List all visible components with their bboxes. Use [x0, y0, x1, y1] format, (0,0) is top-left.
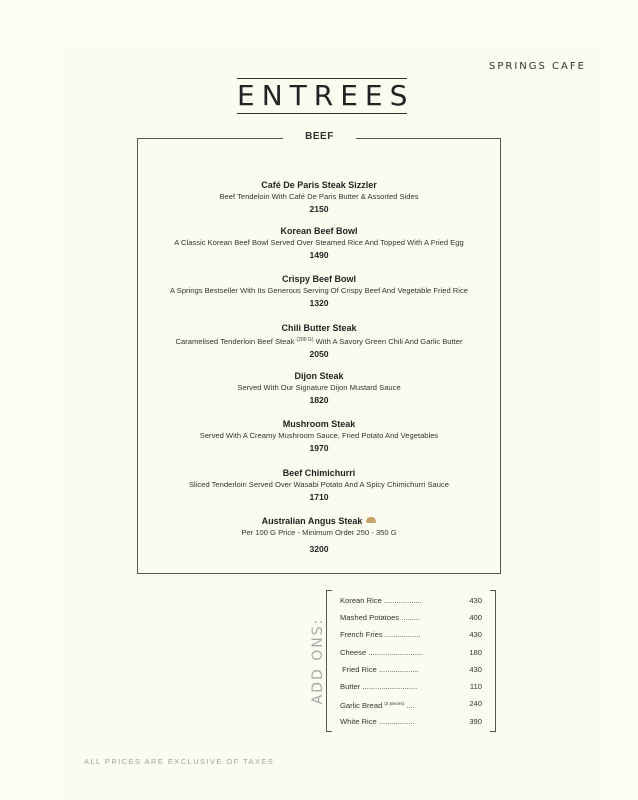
item-name: Café De Paris Steak Sizzler [261, 180, 377, 190]
addon-price: 390 [469, 717, 482, 726]
title-frame [237, 78, 415, 114]
menu-item [137, 418, 501, 454]
item-description: A Springs Bestseller With Its Generous Serving Of Crispy Beef And Vegetable Fried Rice [170, 286, 468, 295]
menu-item [137, 370, 501, 406]
addon-price: 430 [469, 596, 482, 605]
addons-bracket-right [490, 590, 496, 732]
addon-name: Mashed Potatoes ......... [340, 613, 421, 622]
menu-item [137, 179, 501, 215]
addon-name: Korean Rice .................. [340, 596, 422, 605]
item-name: Beef Chimichurri [282, 468, 356, 478]
item-description: Sliced Tenderloin Served Over Wasabi Potato And A Spicy Chimichurri Sauce [188, 480, 449, 489]
item-description: Per 100 G Price - Minimum Order 250 - 350 G [241, 528, 397, 537]
item-weight-note: (200 G) [296, 337, 314, 343]
addon-row [340, 629, 482, 641]
brand-name: SPRINGS CAFE [489, 61, 586, 72]
addons-title: ADD ONS: [310, 617, 326, 705]
item-price: 1490 [309, 250, 329, 260]
item-description [137, 334, 501, 348]
item-name: Mushroom Steak [282, 419, 356, 429]
section-label: BEEF [305, 131, 334, 142]
addon-row [340, 612, 482, 624]
addon-price: 180 [469, 648, 482, 657]
item-name: Dijon Steak [294, 371, 344, 381]
steak-icon [366, 517, 376, 523]
addon-name: Cheese .......................... [340, 648, 424, 657]
addon-price: 430 [469, 665, 482, 674]
addon-row [340, 595, 482, 607]
item-description: Beef Tendeloin With Café De Paris Butter & Assorted Sides [219, 192, 419, 201]
item-name: Crispy Beef Bowl [281, 274, 357, 284]
page-title: ENTREES [237, 79, 415, 112]
addon-price: 240 [469, 699, 482, 708]
menu-item [137, 515, 501, 555]
menu-item [137, 225, 501, 261]
addon-name: French Fries ................. [340, 630, 421, 639]
addon-name-start: Garlic Bread [340, 701, 383, 710]
item-name: Australian Angus Steak [261, 516, 363, 526]
item-name: Korean Beef Bowl [280, 226, 358, 236]
item-price: 1320 [309, 298, 329, 308]
item-description: Served With A Creamy Mushroom Sauce, Fried Potato And Vegetables [199, 431, 439, 440]
item-description: A Classic Korean Beef Bowl Served Over Steamed Rice And Topped With A Fried Egg [174, 238, 464, 247]
menu-item [137, 467, 501, 503]
addon-row [340, 698, 482, 710]
item-price: 2150 [309, 204, 329, 214]
addon-row [340, 664, 482, 676]
addon-name: Butter .......................... [340, 682, 418, 691]
addon-name [340, 698, 415, 712]
addon-price: 400 [469, 613, 482, 622]
item-price: 1710 [309, 492, 329, 502]
addon-name-leader: .... [406, 701, 415, 710]
item-name-row [137, 515, 501, 527]
menu-item [137, 273, 501, 309]
item-description: Served With Our Signature Dijon Mustard Sauce [237, 383, 401, 392]
addon-price: 110 [469, 682, 482, 691]
footer-note: ALL PRICES ARE EXCLUSIVE OF TAXES [84, 757, 275, 766]
addon-quantity-note: (2 pieces) [384, 701, 405, 706]
item-price: 1970 [309, 443, 329, 453]
addon-row [340, 681, 482, 693]
item-price: 3200 [309, 544, 329, 554]
addon-price: 430 [469, 630, 482, 639]
addon-row [340, 716, 482, 728]
addons-bracket-left [326, 590, 332, 732]
addon-name: Fried Rice ................... [340, 665, 419, 674]
addon-name: White Rice ................. [340, 717, 415, 726]
item-price: 1820 [309, 395, 329, 405]
addon-row [340, 647, 482, 659]
item-price: 2050 [309, 349, 329, 359]
item-name: Chili Butter Steak [281, 323, 357, 333]
menu-item [137, 322, 501, 360]
item-description-end: With A Savory Green Chili And Garlic Butter [315, 337, 463, 346]
item-description-start: Caramelised Tenderloin Beef Steak [175, 337, 295, 346]
